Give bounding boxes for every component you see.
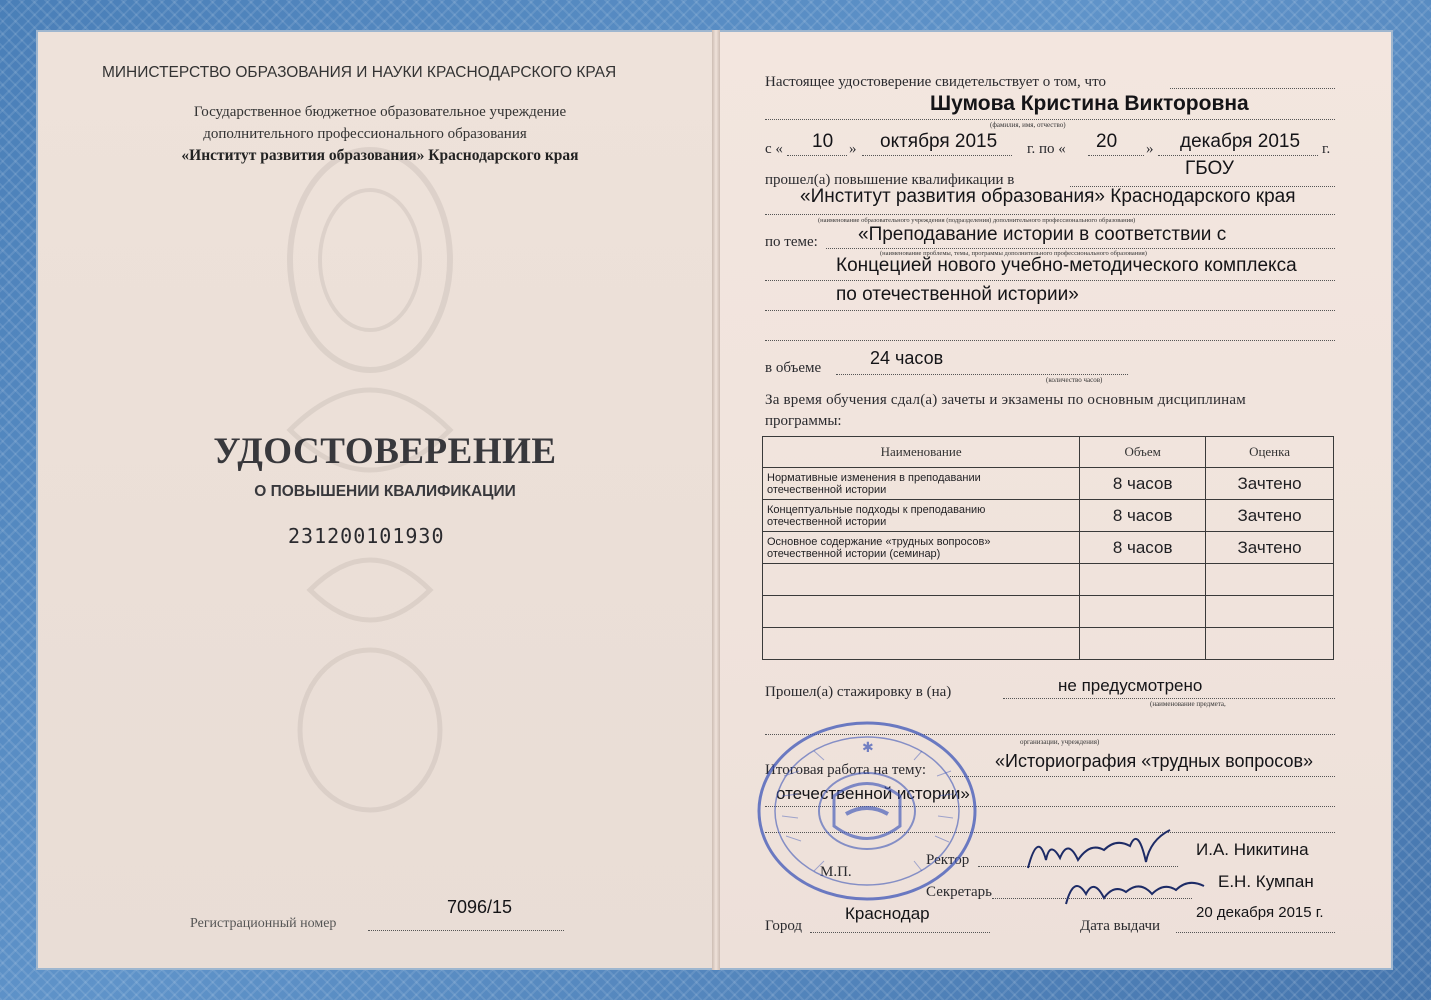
org-hint: (наименование образовательного учреждения (подразделения) дополнительного профессионального образования) bbox=[818, 217, 1136, 224]
volume-hint: (количество часов) bbox=[1046, 376, 1103, 384]
table-row bbox=[763, 532, 1334, 564]
table-row-empty bbox=[763, 596, 1334, 628]
issue-date: 20 декабря 2015 г. bbox=[1196, 904, 1324, 921]
passed-label: прошел(а) повышение квалификации в bbox=[765, 172, 1015, 188]
svg-text:✱: ✱ bbox=[862, 740, 874, 756]
exams-line-2: программы: bbox=[765, 413, 842, 429]
header-volume: Объем bbox=[1080, 437, 1206, 468]
volume-dotted-line bbox=[836, 374, 1128, 375]
official-seal-icon bbox=[754, 716, 980, 906]
row-name-cell bbox=[763, 500, 1080, 532]
rector-name: И.А. Никитина bbox=[1196, 840, 1309, 859]
year-suffix: г. bbox=[1322, 141, 1331, 157]
book-spine bbox=[712, 30, 720, 970]
table-header-row bbox=[763, 437, 1334, 468]
org-short: ГБОУ bbox=[1185, 158, 1234, 179]
rector-label: Ректор bbox=[926, 852, 970, 868]
issue-date-dotted-line bbox=[1176, 932, 1335, 933]
to-label: г. по « bbox=[1027, 141, 1066, 157]
city-label: Город bbox=[765, 918, 803, 934]
table-row bbox=[763, 500, 1334, 532]
row-grade: Зачтено bbox=[1206, 500, 1334, 532]
ministry-heading: МИНИСТЕРСТВО ОБРАЗОВАНИЯ И НАУКИ КРАСНОДАРСКОГО КРАЯ bbox=[102, 64, 617, 81]
to-month-dotted-line bbox=[1158, 155, 1318, 156]
name-hint: (фамилия, имя, отчество) bbox=[990, 121, 1066, 129]
org-full: «Институт развития образования» Краснодарского края bbox=[800, 186, 1296, 207]
intro-dotted-line bbox=[1170, 88, 1335, 89]
org-dotted-line bbox=[765, 214, 1335, 215]
header-name: Наименование bbox=[763, 437, 1080, 468]
institution-line-3: «Институт развития образования» Краснодарского края bbox=[181, 147, 579, 164]
topic-line-2: Концецией нового учебно-методического комплекса bbox=[836, 255, 1297, 276]
topic-dotted-line-2 bbox=[765, 280, 1335, 281]
name-dotted-line bbox=[765, 119, 1335, 120]
volume-value: 24 часов bbox=[870, 348, 944, 368]
document-subtitle: О ПОВЫШЕНИИ КВАЛИФИКАЦИИ bbox=[254, 483, 516, 500]
table-row bbox=[763, 468, 1334, 500]
secretary-name: Е.Н. Кумпан bbox=[1218, 872, 1314, 891]
row-name-line-2: отечественной истории bbox=[767, 515, 887, 528]
from-month: октября 2015 bbox=[880, 131, 998, 152]
internship-dotted-line bbox=[1003, 698, 1335, 699]
internship-value: не предусмотрено bbox=[1058, 676, 1203, 695]
registration-label: Регистрационный номер bbox=[190, 916, 337, 931]
watermark-emblem-icon bbox=[250, 130, 490, 830]
grades-table bbox=[762, 436, 1334, 660]
row-name-cell bbox=[763, 532, 1080, 564]
internship-hint-2: организации, учреждения) bbox=[1020, 738, 1100, 746]
secretary-signature-icon bbox=[1060, 864, 1210, 914]
city-value: Краснодар bbox=[845, 904, 930, 923]
volume-label: в объеме bbox=[765, 360, 822, 376]
to-day-dotted-line bbox=[1088, 155, 1144, 156]
final-dotted-line bbox=[950, 776, 1335, 777]
topic-hint: (наименование проблемы, темы, программы дополнительного профессионального образования) bbox=[880, 250, 1147, 257]
row-name-line-1: Основное содержание «трудных вопросов» bbox=[767, 535, 991, 548]
intro-text: Настоящее удостоверение свидетельствует о том, что bbox=[765, 74, 1106, 90]
row-name-line-2: отечественной истории (семинар) bbox=[767, 547, 941, 560]
row-volume: 8 часов bbox=[1080, 468, 1206, 500]
institution-line-1: Государственное бюджетное образовательное учреждение bbox=[193, 104, 567, 120]
exams-line-1: За время обучения сдал(а) зачеты и экзамены по основным дисциплинам bbox=[765, 392, 1246, 408]
registration-number: 7096/15 bbox=[447, 897, 513, 917]
row-name-cell bbox=[763, 468, 1080, 500]
from-label: с « bbox=[765, 141, 783, 157]
certificate-number: 231200101930 bbox=[288, 524, 445, 548]
row-name-line-1: Нормативные изменения в преподавании bbox=[767, 471, 981, 484]
final-work-line-1: «Историография «трудных вопросов» bbox=[995, 751, 1314, 771]
from-day-dotted-line bbox=[787, 155, 847, 156]
row-grade: Зачтено bbox=[1206, 468, 1334, 500]
topic-dotted-line-4 bbox=[765, 340, 1335, 341]
header-grade: Оценка bbox=[1206, 437, 1334, 468]
secretary-label: Секретарь bbox=[926, 884, 993, 900]
document-title: УДОСТОВЕРЕНИЕ bbox=[213, 431, 557, 472]
from-month-dotted-line bbox=[862, 155, 1012, 156]
topic-line-1: «Преподавание истории в соответствии с bbox=[858, 224, 1227, 245]
issue-date-label: Дата выдачи bbox=[1080, 918, 1161, 934]
institution-line-2: дополнительного профессионального образования bbox=[203, 126, 527, 142]
topic-line-3: по отечественной истории» bbox=[836, 284, 1079, 305]
table-row-empty bbox=[763, 564, 1334, 596]
from-day: 10 bbox=[812, 131, 834, 152]
topic-dotted-line-3 bbox=[765, 310, 1335, 311]
registration-dotted-line bbox=[368, 930, 564, 931]
to-month: декабря 2015 bbox=[1180, 131, 1301, 152]
to-day: 20 bbox=[1096, 131, 1118, 152]
row-grade: Зачтено bbox=[1206, 532, 1334, 564]
table-row-empty bbox=[763, 628, 1334, 660]
topic-label: по теме: bbox=[765, 234, 818, 250]
row-volume: 8 часов bbox=[1080, 500, 1206, 532]
mp-label: М.П. bbox=[820, 864, 852, 880]
row-name-line-1: Концептуальные подходы к преподаванию bbox=[767, 503, 986, 516]
internship-label: Прошел(а) стажировку в (на) bbox=[765, 684, 952, 700]
final-work-label: Итоговая работа на тему: bbox=[765, 762, 927, 778]
certificate-document: МИНИСТЕРСТВО ОБРАЗОВАНИЯ И НАУКИ КРАСНОДАРСКОГО КРАЯ Государственное бюджетное образовательное учреждение дополнительного профессионального образования «Институт развития образования» Краснодарского края УДОСТОВЕРЕНИЕ О ПОВЫШЕНИИ КВАЛИФИКАЦИИ 231200101930 Регистрационный номер 7096/15 Настоящее удостоверение свидетельствует о том, что Шумова Кристина Викторовна (фамилия, имя, отчество) с « 10 » октября 2015 г. по « 20 » декабря 2015 г. прошел(а) повышение квалификации в ГБОУ «Институт развития образования» Краснодарского края (наименование образовательного учреждения (подразделения) дополнительного профессионального образования) по теме: «Преподавание истории в соответствии с (наименование проблемы, темы, программы дополнительного профессионального образования) Концецией нового учебно-методического комплекса по отечественной истории» в объеме 24 часов (количество часов) За время обучения сдал(а) зачеты и экзамены по основным дисциплинам программы: Наименование Объем Оценка Нормативные изменения в преподавании отечественной истории 8 часов Зачтено Концептуальные подходы к преподаванию отечественной истории 8 часов Зачтено Основное содержание «трудных вопросов» отечественной истории (семинар) 8 часов Зачтено Прошел(а) стажировку в (на) не предусмотрено (наименование предмета, организации, учреждения) Итоговая работа на тему: «Историография «трудных вопросов» отечественной истории» Ректор И.А. Никитина М.П. Секретарь Е.Н. Кумпан Город Краснодар Дата выдачи 20 декабря 2015 г. ✱ bbox=[0, 0, 1431, 1000]
internship-hint-1: (наименование предмета, bbox=[1150, 700, 1226, 708]
final-work-line-2: отечественной истории» bbox=[776, 784, 970, 803]
row-name-line-2: отечественной истории bbox=[767, 483, 887, 496]
city-dotted-line bbox=[810, 932, 990, 933]
row-volume: 8 часов bbox=[1080, 532, 1206, 564]
holder-name: Шумова Кристина Викторовна bbox=[930, 92, 1249, 115]
topic-dotted-line-1 bbox=[826, 248, 1335, 249]
